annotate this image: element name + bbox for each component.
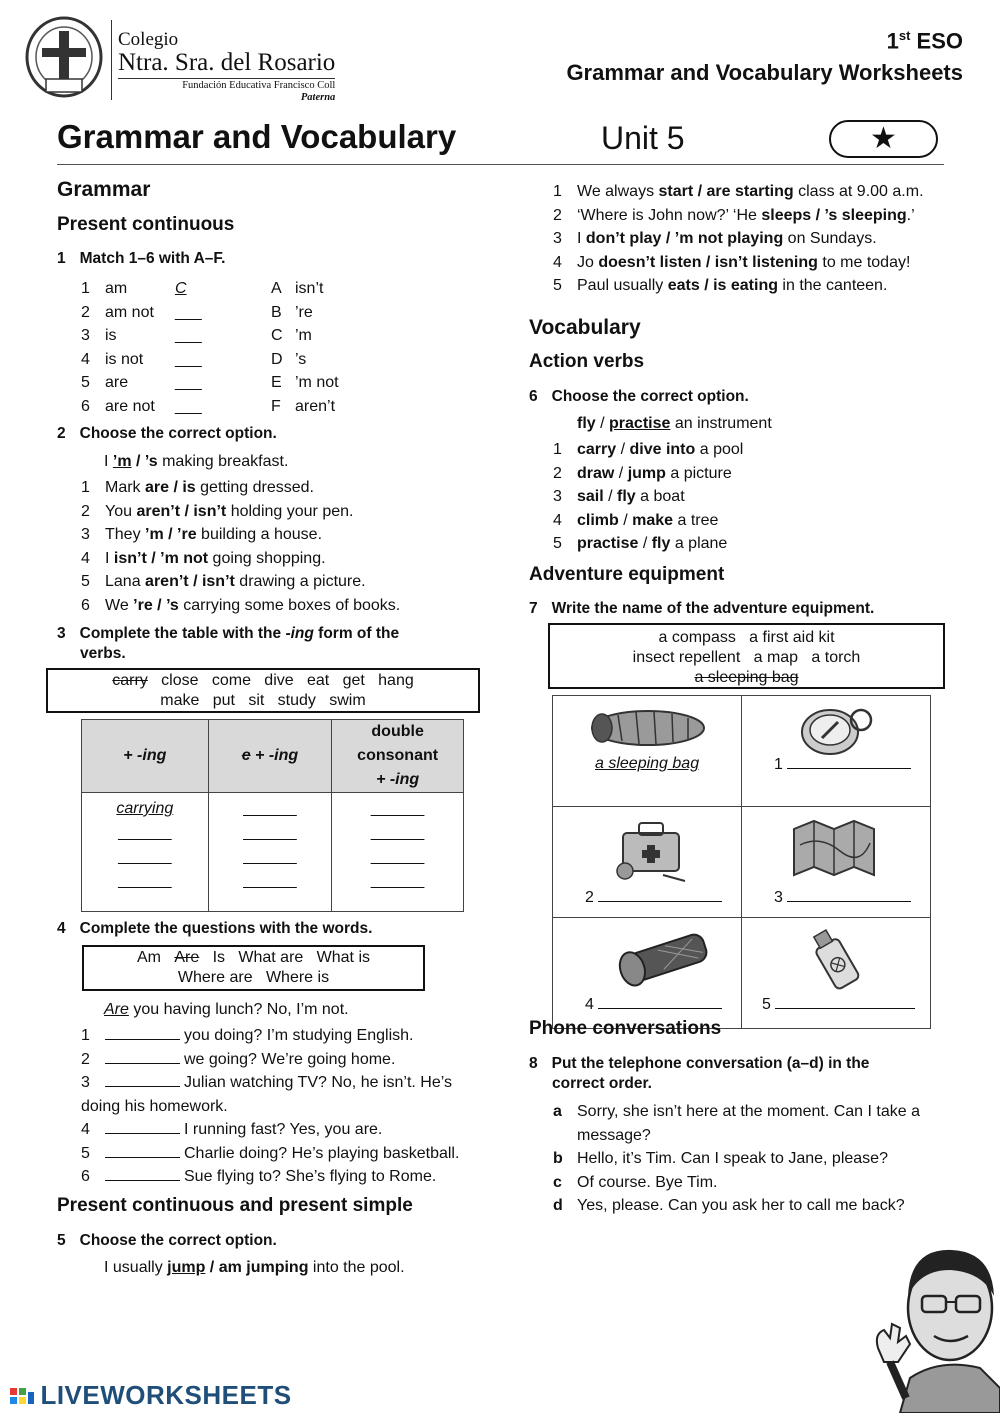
ex8-items — [553, 1100, 920, 1218]
ex3-ing-table — [81, 719, 464, 912]
answer-blank[interactable]: ___ — [175, 327, 202, 344]
item-letter: d — [553, 1197, 563, 1214]
item-number: 5 — [81, 374, 90, 391]
ex4-items — [81, 1024, 459, 1189]
ex4-instruction: 4 Complete the questions with the words. — [57, 920, 373, 937]
item-number: 3 — [553, 488, 562, 505]
ex1-option — [271, 324, 339, 348]
answer-blank[interactable]: C — [175, 280, 187, 297]
ex1-left-list — [81, 277, 202, 418]
conversation-line: c Of course. Bye Tim. — [553, 1171, 920, 1195]
answer-blank[interactable] — [105, 1073, 180, 1087]
question-row: 3 Julian watching TV? No, he isn’t. He’s — [81, 1071, 459, 1095]
question-row: 6 Sue flying to? She’s flying to Rome. — [81, 1165, 459, 1189]
question-row: 5 practise / fly a plane — [553, 532, 743, 556]
star-icon: ★ — [870, 122, 897, 155]
option-letter: B — [271, 303, 282, 321]
item-number: 4 — [553, 253, 562, 271]
choice-option[interactable]: sail — [577, 488, 604, 505]
option-letter: E — [271, 374, 282, 391]
choice-option[interactable]: jump — [627, 464, 666, 482]
item-word: are not — [105, 397, 155, 415]
item-number: 2 — [81, 502, 90, 520]
question-row: 5 Lana aren’t / isn’t drawing a picture. — [81, 570, 400, 594]
item-number: 5 — [553, 535, 562, 552]
ex3-example: carrying — [116, 800, 174, 817]
item-word: is — [105, 327, 117, 344]
item-word: are — [105, 374, 129, 391]
answer-blank[interactable] — [787, 888, 911, 902]
equipment-label-1: 1 — [774, 755, 911, 774]
item-number: 3 — [553, 230, 562, 247]
answer-blank[interactable]: ______ — [370, 800, 425, 817]
ex3-instruction: 3 Complete the table with the -ing form of the verbs. — [57, 625, 400, 662]
option-word: isn’t — [295, 280, 324, 297]
answer-blank[interactable] — [105, 1144, 180, 1158]
choice-option[interactable]: ’re / ’s — [133, 596, 179, 614]
question-row: 6 We ’re / ’s carrying some boxes of books. — [81, 594, 400, 618]
ex1-option — [271, 371, 339, 395]
answer-blank[interactable]: ______ — [370, 872, 425, 889]
choice-option[interactable]: carry — [577, 441, 617, 458]
question-row: 2 You aren’t / isn’t holding your pen. — [81, 500, 400, 524]
option-letter: F — [271, 397, 281, 415]
item-number: 4 — [81, 549, 90, 567]
ex5-instruction: 5 Choose the correct option. — [57, 1232, 277, 1249]
equipment-label-3: 3 — [774, 888, 911, 907]
ex7-word-box: a compass a first aid kit insect repellent a map a torch a sleeping bag — [548, 623, 945, 689]
torch-icon — [611, 924, 721, 994]
ex1-option — [271, 395, 339, 419]
answer-blank[interactable] — [105, 1026, 180, 1040]
item-word: am — [105, 280, 128, 297]
school-name — [118, 30, 335, 103]
compass-icon — [794, 704, 874, 759]
school-line2: Ntra. Sra. del Rosario — [118, 50, 335, 79]
answer-blank[interactable] — [105, 1050, 180, 1064]
liveworksheets-icon — [8, 1384, 36, 1408]
item-word: am not — [105, 303, 154, 321]
map-icon — [790, 815, 880, 883]
item-number: 1 — [81, 1027, 90, 1044]
answer-blank[interactable] — [598, 995, 722, 1009]
level-label: 1st ESO — [886, 28, 963, 54]
action-verbs-heading: Action verbs — [529, 351, 645, 372]
ex2-example: I ’m / ’s making breakfast. — [104, 453, 289, 470]
choice-option[interactable]: ’m / ’re — [145, 526, 197, 543]
item-number: 6 — [81, 1168, 90, 1185]
equipment-label-4: 4 — [585, 995, 722, 1014]
cartoon-teacher-avatar — [870, 1238, 1000, 1413]
phone-conversations-heading: Phone conversations — [529, 1018, 722, 1039]
item-number: 5 — [553, 277, 562, 294]
item-number: 5 — [81, 1144, 90, 1162]
choice-option[interactable]: isn’t / ’m not — [113, 549, 209, 567]
ex1-row — [81, 277, 202, 301]
ex1-right-list — [271, 277, 339, 418]
answer-blank[interactable]: ______ — [243, 872, 297, 889]
ex6-instruction: 6 Choose the correct option. — [529, 388, 749, 405]
equipment-cell-4 — [553, 918, 742, 1029]
answer-blank[interactable]: ___ — [175, 397, 202, 415]
item-letter: c — [553, 1173, 562, 1191]
ex1-option — [271, 348, 339, 372]
choice-option[interactable]: eats / is eating — [667, 277, 778, 294]
item-number: 3 — [81, 526, 90, 543]
ex6-example: fly / practise an instrument — [577, 415, 772, 432]
equipment-cell-2 — [553, 807, 742, 918]
item-word: is not — [105, 350, 144, 368]
answer-blank[interactable]: ___ — [175, 350, 202, 368]
school-line1: Colegio — [118, 29, 179, 50]
item-number: 2 — [553, 206, 562, 224]
option-letter: D — [271, 350, 283, 368]
question-row: 1 We always start / are starting class at 9.00 a.m. — [553, 180, 924, 204]
item-number: 1 — [553, 183, 562, 200]
equipment-cell-1 — [742, 696, 931, 807]
ex1-row — [81, 324, 202, 348]
choice-option[interactable]: draw — [577, 464, 615, 482]
option-letter: C — [271, 327, 283, 344]
option-word: ’m not — [295, 374, 339, 391]
unit-label: Unit 5 — [601, 120, 685, 156]
adventure-equipment-heading: Adventure equipment — [529, 564, 725, 585]
option-word: aren’t — [295, 397, 336, 415]
item-number: 2 — [553, 464, 562, 482]
question-row: 5 Paul usually eats / is eating in the canteen. — [553, 274, 924, 298]
equipment-grid — [552, 695, 931, 1029]
present-continuous-simple-heading: Present continuous and present simple — [57, 1195, 413, 1216]
worksheet-subtitle: Grammar and Vocabulary Worksheets — [566, 60, 963, 85]
conversation-line: d Yes, please. Can you ask her to call me back? — [553, 1194, 920, 1218]
choice-option[interactable]: fly — [617, 488, 636, 505]
answer-blank[interactable]: ______ — [118, 824, 172, 841]
item-number: 1 — [81, 479, 90, 496]
item-number: 1 — [553, 441, 562, 458]
question-row: 1 carry / dive into a pool — [553, 438, 743, 462]
answer-blank[interactable]: ______ — [118, 848, 172, 865]
page-title: Grammar and Vocabulary — [57, 118, 457, 155]
conversation-line-continuation: message? — [577, 1126, 651, 1144]
school-line4: Paterna — [300, 92, 336, 103]
item-number: 5 — [81, 573, 90, 590]
question-row: 5 Charlie doing? He’s playing basketball. — [81, 1142, 459, 1166]
item-number: 2 — [81, 1050, 90, 1068]
liveworksheets-brand: LIVEWORKSHEETS — [40, 1380, 292, 1410]
vocabulary-heading: Vocabulary — [529, 316, 641, 339]
choice-option[interactable]: doesn’t listen / isn’t listening — [598, 253, 818, 271]
equipment-label-5: 5 — [762, 995, 915, 1014]
col-e-ing: e + -ing — [208, 720, 332, 793]
ex1-row — [81, 348, 202, 372]
conversation-line: a Sorry, she isn’t here at the moment. Can I take a — [553, 1100, 920, 1124]
item-number: 2 — [81, 303, 90, 321]
equipment-label-2: 2 — [585, 888, 722, 907]
equipment-cell-5 — [742, 918, 931, 1029]
ex2-instruction: 2 Choose the correct option. — [57, 425, 277, 442]
question-row: 3 sail / fly a boat — [553, 485, 743, 509]
col1-cells — [82, 793, 209, 912]
ex5-example: I usually jump / am jumping into the pool. — [104, 1259, 405, 1276]
ex3-word-box: carry close come dive eat get hang make put sit study swim — [46, 668, 480, 713]
answer-blank[interactable]: ______ — [243, 800, 297, 817]
first-aid-kit-icon — [611, 815, 691, 887]
choice-option[interactable]: sleeps / ’s sleeping — [761, 206, 907, 224]
answer-blank[interactable]: ______ — [243, 824, 297, 841]
item-letter: b — [553, 1150, 563, 1167]
conversation-line: b Hello, it’s Tim. Can I speak to Jane, please? — [553, 1147, 920, 1171]
choice-option[interactable]: dive into — [629, 441, 696, 458]
choice-option[interactable]: make — [632, 511, 674, 529]
choice-option[interactable]: don’t play / ’m not playing — [585, 230, 784, 247]
ex1-row — [81, 301, 202, 325]
choice-option[interactable]: aren’t / isn’t — [136, 502, 227, 520]
answer-blank[interactable] — [787, 755, 911, 769]
answer-blank[interactable]: ___ — [175, 374, 202, 391]
answer-blank[interactable]: ______ — [118, 872, 172, 889]
choice-option[interactable]: climb — [577, 511, 619, 529]
ex1-row — [81, 395, 202, 419]
header-divider — [111, 20, 112, 100]
question-row: 2 we going? We’re going home. — [81, 1048, 459, 1072]
equipment-cell-3 — [742, 807, 931, 918]
ex1-instruction: 1 Match 1–6 with A–F. — [57, 250, 226, 267]
answer-blank[interactable]: ______ — [370, 824, 425, 841]
question-row: 1 you doing? I’m studying English. — [81, 1024, 459, 1048]
item-number: 3 — [81, 1074, 90, 1091]
choice-option[interactable]: fly — [651, 535, 671, 552]
choice-option[interactable]: start / are starting — [658, 183, 794, 200]
col3-cells — [332, 793, 464, 912]
question-row: 4 I isn’t / ’m not going shopping. — [81, 547, 400, 571]
ex6-items — [553, 438, 743, 556]
answer-blank[interactable]: ___ — [175, 303, 202, 321]
choice-option[interactable]: aren’t / isn’t — [145, 573, 235, 590]
item-number: 6 — [81, 397, 90, 415]
liveworksheets-logo — [8, 1380, 292, 1408]
sleeping-bag-icon — [588, 706, 708, 751]
question-row: 2 draw / jump a picture — [553, 462, 743, 486]
answer-blank[interactable]: ______ — [243, 848, 297, 865]
question-row: 4 I running fast? Yes, you are. — [81, 1118, 459, 1142]
question-row: 2 ‘Where is John now?’ ‘He sleeps / ’s sleeping.’ — [553, 204, 924, 228]
question-row: 1 Mark are / is getting dressed. — [81, 476, 400, 500]
col2-cells — [208, 793, 332, 912]
ex5-items — [553, 180, 924, 298]
option-word: ’s — [295, 350, 307, 368]
ex7-instruction: 7 Write the name of the adventure equipment. — [529, 600, 875, 617]
question-row: 4 Jo doesn’t listen / isn’t listening to me today! — [553, 251, 924, 275]
ex4-word-box: Am Are Is What are What is Where are Where is — [82, 945, 425, 991]
question-row: 4 climb / make a tree — [553, 509, 743, 533]
col-ing: + -ing — [82, 720, 209, 793]
ex1-row — [81, 371, 202, 395]
school-logo — [24, 15, 104, 100]
item-number: 6 — [81, 596, 90, 614]
item-number: 1 — [81, 280, 90, 297]
answer-blank[interactable]: ______ — [370, 848, 425, 865]
answer-blank[interactable] — [775, 995, 915, 1009]
choice-option[interactable]: are / is — [145, 479, 196, 496]
answer-blank[interactable] — [105, 1120, 180, 1134]
ex4-example: Are you having lunch? No, I’m not. — [104, 1001, 349, 1018]
option-letter: A — [271, 280, 282, 297]
choice-option[interactable]: practise — [577, 535, 639, 552]
star-rating-box — [829, 120, 938, 158]
question-row: 3 They ’m / ’re building a house. — [81, 523, 400, 547]
ex1-option — [271, 301, 339, 325]
option-word: ’m — [295, 327, 312, 344]
present-continuous-heading: Present continuous — [57, 214, 235, 235]
equipment-cell-example — [553, 696, 742, 807]
title-rule — [57, 164, 944, 165]
option-word: ’re — [295, 303, 313, 321]
col-double-consonant: double consonant + -ing — [332, 720, 464, 793]
question-row-continuation: doing his homework. — [81, 1097, 228, 1115]
school-line3: Fundación Educativa Francisco Coll — [182, 80, 336, 91]
insect-repellent-icon — [804, 924, 864, 996]
item-number: 4 — [553, 511, 562, 529]
item-number: 3 — [81, 327, 90, 344]
ex8-instruction: 8 Put the telephone conversation (a–d) in the correct order. — [529, 1055, 870, 1092]
grammar-heading: Grammar — [57, 178, 151, 201]
answer-blank[interactable] — [105, 1167, 180, 1181]
ex7-example: a sleeping bag — [595, 755, 700, 772]
item-number: 4 — [81, 1121, 90, 1138]
question-row: 3 I don’t play / ’m not playing on Sundays. — [553, 227, 924, 251]
answer-blank[interactable] — [598, 888, 722, 902]
ex1-option — [271, 277, 339, 301]
ex2-items — [81, 476, 400, 617]
item-number: 4 — [81, 350, 90, 368]
item-letter: a — [553, 1103, 562, 1120]
